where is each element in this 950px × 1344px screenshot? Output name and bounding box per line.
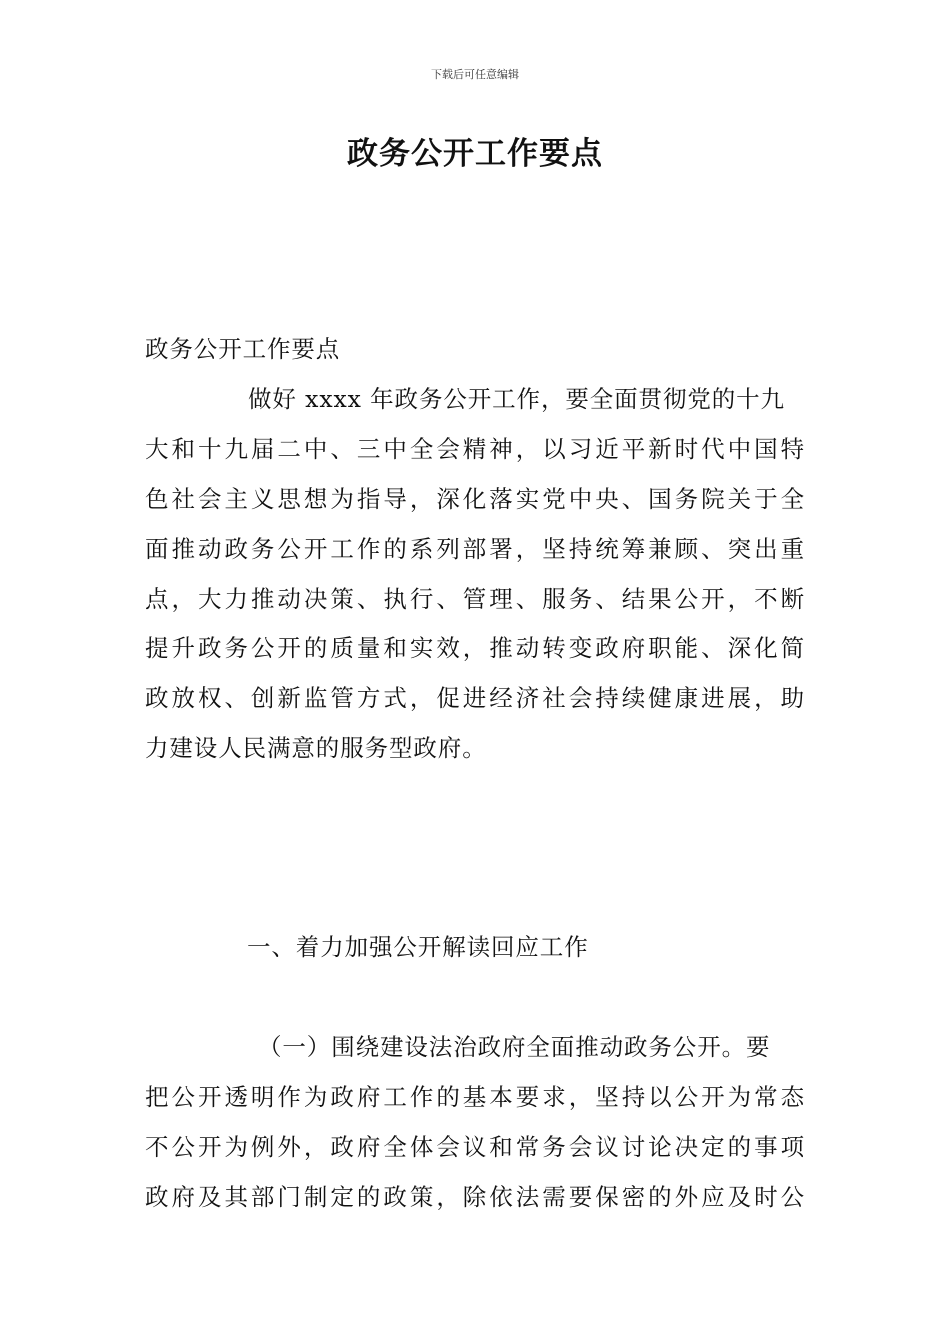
document-title: 政务公开工作要点: [347, 136, 603, 172]
intro-line-7: 政放权、创新监管方式，促进经济社会持续健康进展，助: [145, 684, 805, 712]
intro-line-4: 面推动政务公开工作的系列部署，坚持统筹兼顾、突出重: [145, 535, 805, 563]
intro-line-3: 色社会主义思想为指导，深化落实党中央、国务院关于全: [145, 485, 805, 513]
section-1-heading: 一、着力加强公开解读回应工作: [247, 933, 589, 961]
intro-line-2: 大和十九届二中、三中全会精神，以习近平新时代中国特: [145, 435, 805, 463]
subtitle: 政务公开工作要点: [145, 335, 341, 363]
section-1-line-3: 不公开为例外，政府全体会议和常务会议讨论决定的事项: [145, 1133, 805, 1161]
intro-line-5: 点，大力推动决策、执行、管理、服务、结果公开，不断: [145, 585, 805, 613]
section-1-line-4: 政府及其部门制定的政策，除依法需要保密的外应及时公: [145, 1183, 805, 1211]
header-note: 下载后可任意编辑: [431, 68, 519, 81]
section-1-line-1: （一）围绕建设法治政府全面推动政务公开。要: [258, 1033, 771, 1061]
intro-line-1: 做好 xxxx 年政务公开工作，要全面贯彻党的十九: [248, 385, 785, 413]
intro-line-8: 力建设人民满意的服务型政府。: [145, 734, 487, 762]
section-1-line-2: 把公开透明作为政府工作的基本要求，坚持以公开为常态: [145, 1083, 805, 1111]
intro-line-6: 提升政务公开的质量和实效，推动转变政府职能、深化简: [145, 634, 805, 662]
